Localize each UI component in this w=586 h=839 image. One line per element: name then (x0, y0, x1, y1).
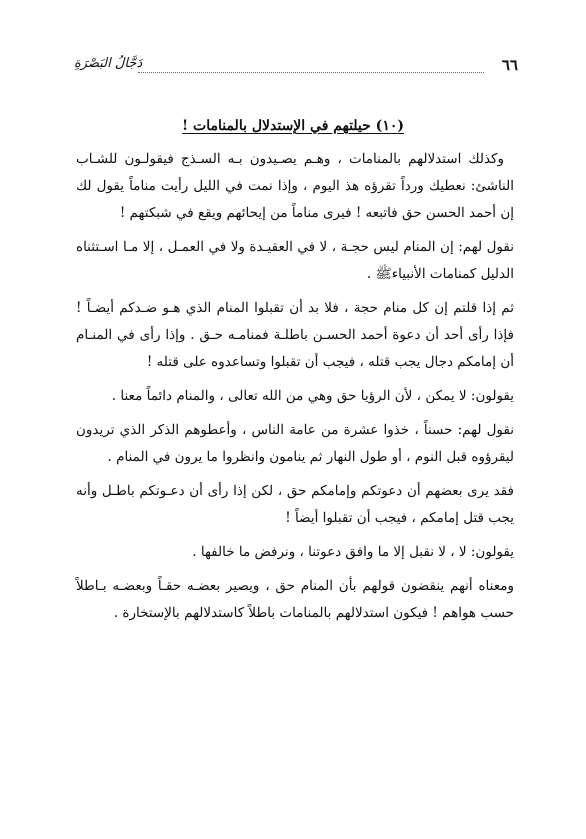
page-header (74, 54, 518, 80)
paragraph: ثم إذا قلتم إن كل منام حجة ، فلا بد أن تقبلوا المنام الذي هـو ضـدكم أيضـاً ! فإذا رأى أحد أن دعوة أحمد الحسـن باطلـة فمنامـه حـق . وإذا رأى في المنـام أن إمامكم دجال يجب قتله ، فيجب أن تقبلوا وتساعدوه على قتله ! (76, 300, 514, 370)
paragraph: فقد يرى بعضهم أن دعوتكم وإمامكم حق ، لكن إذا رأى أن دعـوتكم باطـل وأنه يجب قتل إمامكم ، فيجب أن تقبلوا أيضاً ! (76, 483, 514, 526)
paragraph: يقولون: لا ، لا نقبل إلا ما وافق دعوتنا ، ونرفض ما خالفها . (192, 544, 514, 560)
paragraph: ومعناه أنهم ينقضون قولهم بأن المنام حق ، ويصير بعضـه حقـاً وبعضـه بـاطلاً حسب هواهم ! فيكون استدلالهم بالمنامات باطلاً كاستدلالهم بالإستخارة . (76, 578, 514, 621)
header-dotted-rule (138, 72, 484, 73)
body-text (76, 146, 514, 634)
running-title: دَجَّالُ البَصْرَةِ (74, 56, 143, 71)
page-number: ٦٦ (501, 56, 518, 74)
paragraph: يقولون: لا يمكن ، لأن الرؤيا حق وهي من الله تعالى ، والمنام دائماً معنا . (111, 388, 514, 404)
paragraph: وكذلك استدلالهم بالمنامات ، وهـم يصـيدون بـه السـذج فيقولـون للشـاب الناشئ: نعطيك ورداً تقرؤه هذ اليوم ، وإذا نمت في الليل رأيت مناماً يقول لك إن أحمد الحسن حق فاتبعه ! فيرى مناماً من إيحائهم ويقع في شبكتهم ! (76, 151, 514, 221)
paragraph: نقول لهم: إن المنام ليس حجـة ، لا في العقيـدة ولا في العمـل ، إلا مـا اسـتثناه الدليل كمنامات الأنبياءﷺ . (76, 239, 514, 282)
section-title: (١٠) حيلتهم في الإستدلال بالمنامات ! (182, 118, 404, 134)
paragraph: نقول لهم: حسناً ، خذوا عشرة من عامة الناس ، وأعطوهم الذكر الذي تريدون ليقرؤوه قبل النوم ، أو طول النهار ثم ينامون وانظروا ما يرون في المنام . (76, 422, 514, 465)
